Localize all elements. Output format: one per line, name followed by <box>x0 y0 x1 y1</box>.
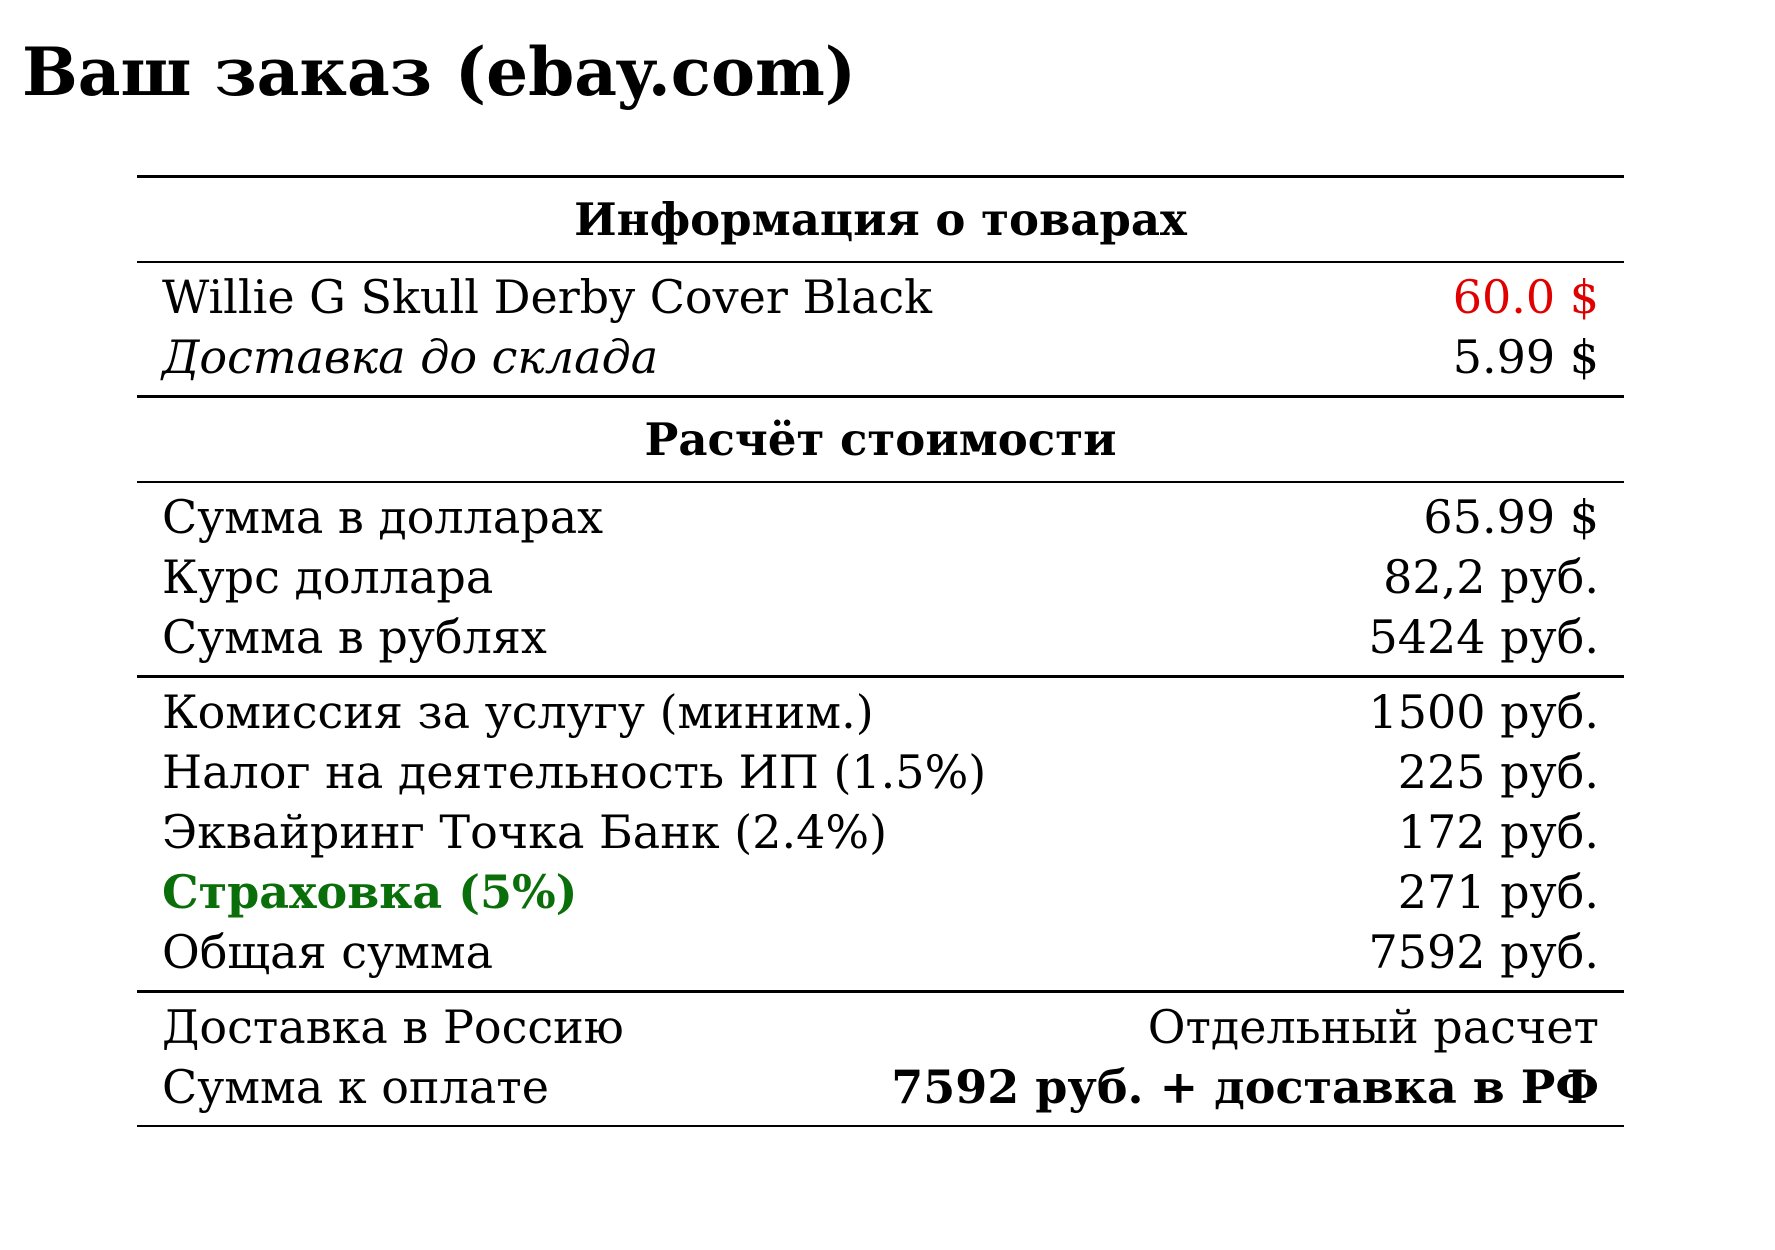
table-row-sum-usd <box>162 487 1599 547</box>
product-price: 60.0 $ <box>1452 270 1599 324</box>
service-fee-value: 1500 руб. <box>1368 685 1599 739</box>
russia-shipping-label: Доставка в Россию <box>162 1000 624 1054</box>
table-row-service-fee <box>162 682 1599 742</box>
table-row-tax <box>162 742 1599 802</box>
tax-value: 225 руб. <box>1397 745 1599 799</box>
goods-section-header: Информация о товарах <box>574 193 1187 246</box>
insurance-label: Страховка (5%) <box>162 865 578 919</box>
order-summary-table <box>137 175 1624 1127</box>
table-row-amount-due <box>162 1057 1599 1117</box>
total-label: Общая сумма <box>162 925 494 979</box>
sum-usd-label: Сумма в долларах <box>162 490 604 544</box>
exchange-rate-label: Курс доллара <box>162 550 494 604</box>
table-row-product <box>162 267 1599 327</box>
exchange-rate-value: 82,2 руб. <box>1383 550 1599 604</box>
table-bottom-rule <box>137 1125 1624 1127</box>
sum-rub-label: Сумма в рублях <box>162 610 547 664</box>
table-row-insurance <box>162 862 1599 922</box>
warehouse-shipping-label: Доставка до склада <box>162 330 659 384</box>
amount-due-value: 7592 руб. + доставка в РФ <box>891 1060 1599 1114</box>
insurance-value: 271 руб. <box>1397 865 1599 919</box>
acquiring-label: Эквайринг Точка Банк (2.4%) <box>162 805 888 859</box>
product-name: Willie G Skull Derby Cover Black <box>162 270 933 324</box>
final-rows <box>137 993 1624 1125</box>
table-row-acquiring <box>162 802 1599 862</box>
total-value: 7592 руб. <box>1368 925 1599 979</box>
page-title: Ваш заказ (ebay.com) <box>22 33 857 111</box>
cost-section-header: Расчёт стоимости <box>644 413 1117 466</box>
goods-rows <box>137 263 1624 395</box>
service-fee-label: Комиссия за услугу (миним.) <box>162 685 874 739</box>
tax-label: Налог на деятельность ИП (1.5%) <box>162 745 987 799</box>
acquiring-value: 172 руб. <box>1397 805 1599 859</box>
table-row-total <box>162 922 1599 982</box>
table-row-warehouse-shipping <box>162 327 1599 387</box>
conversion-rows <box>137 483 1624 675</box>
amount-due-label: Сумма к оплате <box>162 1060 549 1114</box>
sum-usd-value: 65.99 $ <box>1423 490 1599 544</box>
warehouse-shipping-value: 5.99 $ <box>1452 330 1599 384</box>
russia-shipping-value: Отдельный расчет <box>1147 1000 1599 1054</box>
table-row-exchange-rate <box>162 547 1599 607</box>
table-row-sum-rub <box>162 607 1599 667</box>
fee-rows <box>137 678 1624 990</box>
sum-rub-value: 5424 руб. <box>1368 610 1599 664</box>
table-row-russia-shipping <box>162 997 1599 1057</box>
